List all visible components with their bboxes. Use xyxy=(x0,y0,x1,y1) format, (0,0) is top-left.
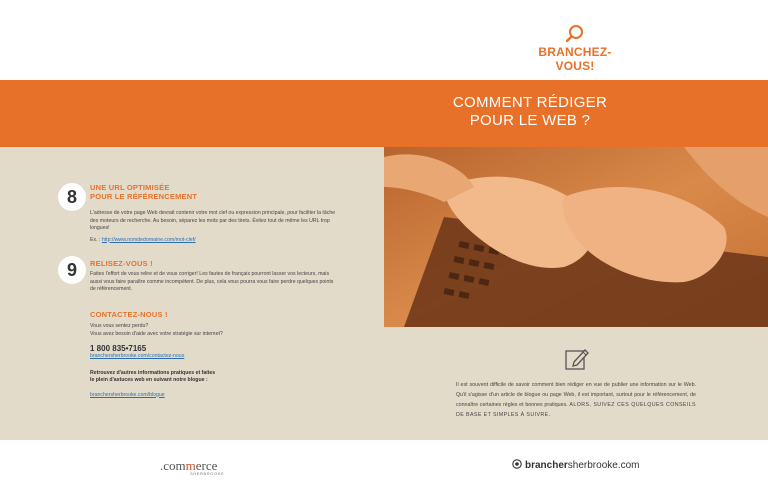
site-link[interactable] xyxy=(512,459,640,471)
site-rest: sherbrooke.com xyxy=(567,460,640,471)
contact-title: CONTACTEZ-NOUS ! xyxy=(90,310,168,319)
contact-line-2: Vous avez besoin d'aide avec votre stratégie sur internet? xyxy=(90,330,223,337)
tip-body-text: Faites l'effort de vous relire et de vous corriger! Les fautes de français pourront lasser vos lecteurs, mais aussi vous faire paraître comme incompétent. De plus, cela vous pourra vous faire perdre quelques points de référencement. xyxy=(90,271,334,292)
blog-link[interactable]: branchersherbrooke.com/blogue xyxy=(90,391,165,398)
commerce-suffix: erce xyxy=(195,458,218,473)
header xyxy=(0,0,768,80)
tip-title-line-1: UNE URL OPTIMISÉE xyxy=(90,183,170,192)
site-bold: brancher xyxy=(525,460,568,471)
page-title-line-2: POUR LE WEB ? xyxy=(469,112,591,129)
commerce-prefix: .com xyxy=(160,458,186,473)
title-banner xyxy=(0,80,768,147)
tip-title-line-2: POUR LE RÉFÉRENCEMENT xyxy=(90,192,198,201)
page-title-line-1: COMMENT RÉDIGER xyxy=(452,94,608,111)
tip-title xyxy=(90,183,197,201)
branchez-vous-logo[interactable] xyxy=(520,24,630,73)
tip-title: RELISEZ-VOUS ! xyxy=(90,259,153,268)
footer xyxy=(0,440,768,497)
intro-text: Il est souvent difficile de savoir comment bien rédiger en vue de publier une information sur le Web. Qu'il s'agisse d'un article de blogue ou page Web, il est important, surtout pour le référencement, de connaître certaines règles et bonnes pratiques. xyxy=(456,382,696,408)
intro-caps: ALORS, SUIVEZ CES QUELQUES CONSEILS DE BASE ET SIMPLES À SUIVRE. xyxy=(456,402,696,418)
tip-example xyxy=(90,237,340,245)
tip-example-link[interactable]: http://www.nomdedomaine.com/mot-clef/ xyxy=(101,236,196,243)
blog-text-line-1: Retrouvez d'autres informations pratiques et faites xyxy=(90,369,216,376)
search-icon xyxy=(565,24,585,44)
phone-number[interactable]: 1 800 835•7165 xyxy=(90,344,147,353)
tip-number-badge: 8 xyxy=(58,183,86,211)
commerce-sub: SHERBROOKE xyxy=(190,471,225,476)
commerce-accent: m xyxy=(185,458,196,473)
target-icon xyxy=(512,459,522,469)
contact-section xyxy=(90,310,350,399)
contact-link[interactable]: branchersherbrooke.com/contactez-nous xyxy=(90,353,185,359)
blog-text-line-2: le plein d'astuces web en suivant notre blogue : xyxy=(90,377,208,383)
intro-paragraph xyxy=(456,380,696,420)
tip-example-prefix: Ex. : xyxy=(90,236,102,243)
edit-icon xyxy=(564,346,590,372)
logo-text: BRANCHEZ-VOUS! xyxy=(538,45,612,73)
contact-line-1: Vous vous sentez perdu? xyxy=(90,323,149,329)
photo-illustration xyxy=(384,147,768,327)
tip-body-text: L'adresse de votre page Web devrait contenir votre mot clef ou expression principale, pour faciliter la tâche des moteurs de recherche. Au besoin, séparez les mots par des tirets. Évitez tout de même les URL trop longues! xyxy=(90,210,336,231)
tip-number-badge: 9 xyxy=(58,256,86,284)
tip-body xyxy=(90,210,340,244)
typing-hands-photo xyxy=(384,147,768,327)
page-title xyxy=(410,94,650,130)
